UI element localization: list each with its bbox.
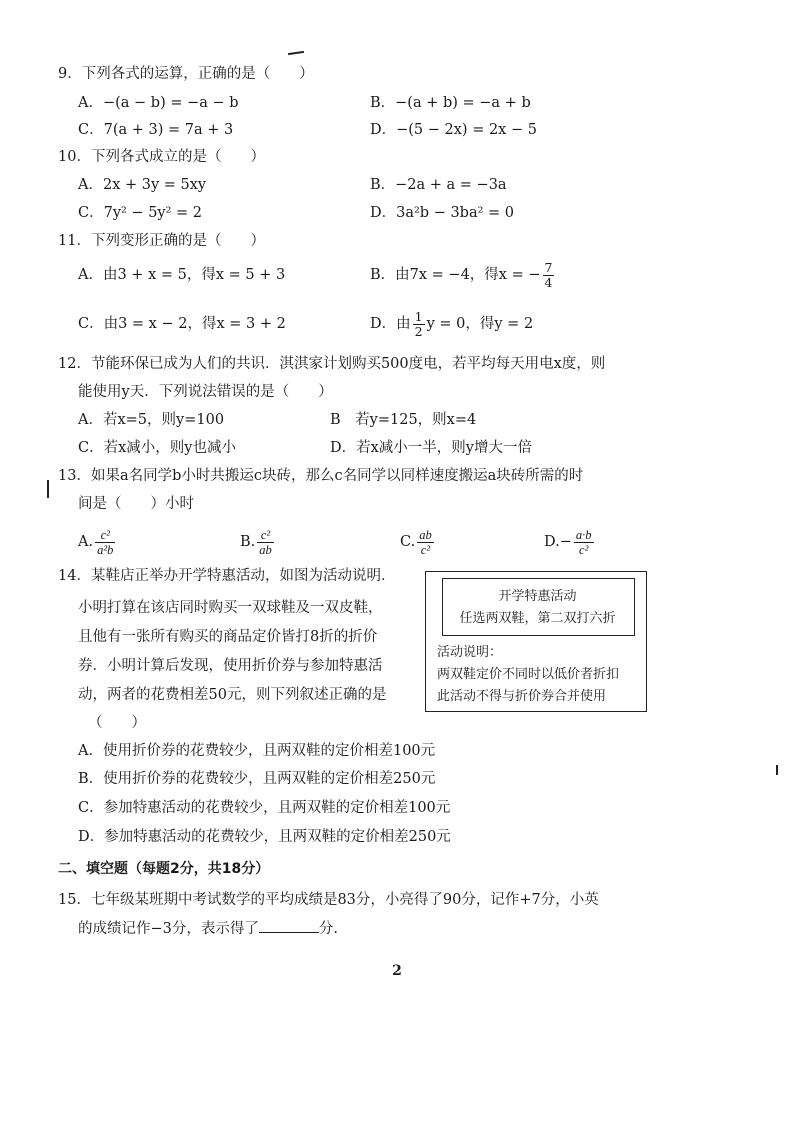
q13-option-d-fraction	[574, 528, 594, 557]
promotion-title: 开学特惠活动	[498, 589, 577, 604]
q13-option-d-label: D.−	[544, 534, 572, 550]
q10-option-a: A．2x + 3y = 5xy	[78, 177, 207, 193]
q13-stem-line1: 13．如果a名同学b小时共搬运c块砖，那么c名同学以同样速度搬运a块砖所需的时	[58, 468, 584, 484]
fraction-numerator: 7	[544, 259, 553, 275]
q11-option-c: C．由3 = x − 2，得x = 3 + 2	[78, 316, 286, 332]
q14-stem-line3: 且他有一张所有购买的商品定价皆打8折的折价	[78, 629, 378, 645]
promotion-note-line2: 此活动不得与折价券合并使用	[437, 689, 607, 704]
q12-option-a: A．若x=5，则y=100	[78, 412, 225, 428]
scan-mark	[776, 765, 778, 775]
q15-stem-line1: 15．七年级某班期中考试数学的平均成绩是83分，小亮得了90分，记作+7分，小英	[58, 892, 599, 908]
q11-option-b-fraction	[543, 261, 555, 290]
q14-option-c: C．参加特惠活动的花费较少，且两双鞋的定价相差100元	[78, 800, 451, 816]
q11-option-d	[370, 305, 533, 343]
q11-option-b	[370, 256, 556, 294]
q10-option-b: B．−2a + a = −3a	[370, 177, 507, 193]
q9-option-a: A．−(a − b) = −a − b	[78, 95, 239, 111]
q12-option-d: D．若x减小一半，则y增大一倍	[330, 440, 532, 456]
fraction-denominator: 2	[414, 323, 423, 339]
q14-stem-line2: 小明打算在该店同时购买一双球鞋及一双皮鞋，	[78, 600, 383, 616]
q12-stem-line2: 能使用y天．下列说法错误的是（ ）	[78, 384, 333, 400]
q14-stem-line5: 动，两者的花费相差50元，则下列叙述正确的是	[78, 687, 387, 703]
q11-stem: 11．下列变形正确的是（ ）	[58, 233, 265, 249]
promotion-note-label: 活动说明：	[437, 645, 503, 660]
fraction-numerator: c²	[95, 528, 115, 543]
fraction-numerator: 1	[414, 308, 423, 324]
q9-option-d: D．−(5 − 2x) = 2x − 5	[370, 122, 537, 138]
answer-blank[interactable]	[259, 918, 319, 933]
q10-option-d: D．3a²b − 3ba² = 0	[370, 205, 515, 221]
q9-stem: 9．下列各式的运算，正确的是（ ）	[58, 66, 314, 82]
q11-option-d-text: D．由	[370, 316, 411, 332]
page-number: 2	[392, 963, 402, 979]
q15-stem-text: 的成绩记作−3分，表示得了	[78, 921, 259, 937]
q13-option-a	[78, 523, 117, 561]
q14-answer-parens: （ ）	[88, 715, 146, 731]
q15-stem-line2	[78, 918, 338, 939]
q13-option-c	[400, 523, 436, 561]
q11-option-a: A．由3 + x = 5，得x = 5 + 3	[78, 267, 286, 283]
promotion-note-line1: 两双鞋定价不同时以低价者折扣	[437, 667, 620, 682]
q14-stem-line1: 14．某鞋店正举办开学特惠活动，如图为活动说明．	[58, 568, 396, 584]
section-heading: 二、填空题（每题2分，共18分）	[58, 861, 270, 877]
fraction-denominator: a²b	[97, 542, 114, 557]
q15-stem-text-end: 分.	[318, 921, 338, 937]
q11-option-d-fraction	[413, 310, 425, 339]
q10-option-c: C．7y² − 5y² = 2	[78, 205, 203, 221]
q13-option-b-fraction	[257, 528, 274, 557]
q12-stem-line1: 12．节能环保已成为人们的共识．淇淇家计划购买500度电，若平均每天用电x度，则	[58, 356, 606, 372]
q13-option-b-label: B.	[240, 534, 256, 550]
q14-option-b: B．使用折价券的花费较少，且两双鞋的定价相差250元	[78, 771, 436, 787]
q13-option-a-fraction	[95, 528, 115, 557]
q12-option-b: B 若y=125，则x=4	[330, 412, 477, 428]
q14-option-a: A．使用折价券的花费较少，且两双鞋的定价相差100元	[78, 743, 436, 759]
q12-option-c: C．若x减小，则y也减小	[78, 440, 236, 456]
q13-option-b	[240, 523, 276, 561]
q10-stem: 10．下列各式成立的是（ ）	[58, 149, 265, 165]
q11-option-b-text: B．由7x = −4，得x = −	[370, 267, 541, 283]
promotion-subtitle: 任选两双鞋，第二双打六折	[459, 611, 616, 626]
q11-option-d-text-end: y = 0，得y = 2	[426, 316, 534, 332]
q13-option-a-label: A.	[78, 534, 94, 550]
scan-mark	[47, 480, 49, 498]
scan-mark	[288, 51, 304, 55]
fraction-denominator: c²	[579, 542, 589, 557]
fraction-numerator: a·b	[575, 527, 592, 542]
fraction-numerator: ab	[419, 527, 432, 542]
fraction-denominator: 4	[544, 274, 553, 290]
fraction-numerator: c²	[257, 528, 274, 543]
q13-option-d	[544, 523, 596, 561]
q13-stem-line2: 间是（ ）小时	[78, 496, 194, 512]
q14-option-d: D．参加特惠活动的花费较少，且两双鞋的定价相差250元	[78, 829, 451, 845]
fraction-denominator: c²	[420, 542, 431, 557]
q9-option-b: B．−(a + b) = −a + b	[370, 95, 531, 111]
q13-option-c-label: C.	[400, 534, 416, 550]
q13-option-c-fraction	[417, 528, 434, 557]
q14-stem-line4: 券．小明计算后发现，使用折价券与参加特惠活	[78, 658, 383, 674]
fraction-denominator: ab	[259, 542, 272, 557]
q9-option-c: C．7(a + 3) = 7a + 3	[78, 122, 234, 138]
